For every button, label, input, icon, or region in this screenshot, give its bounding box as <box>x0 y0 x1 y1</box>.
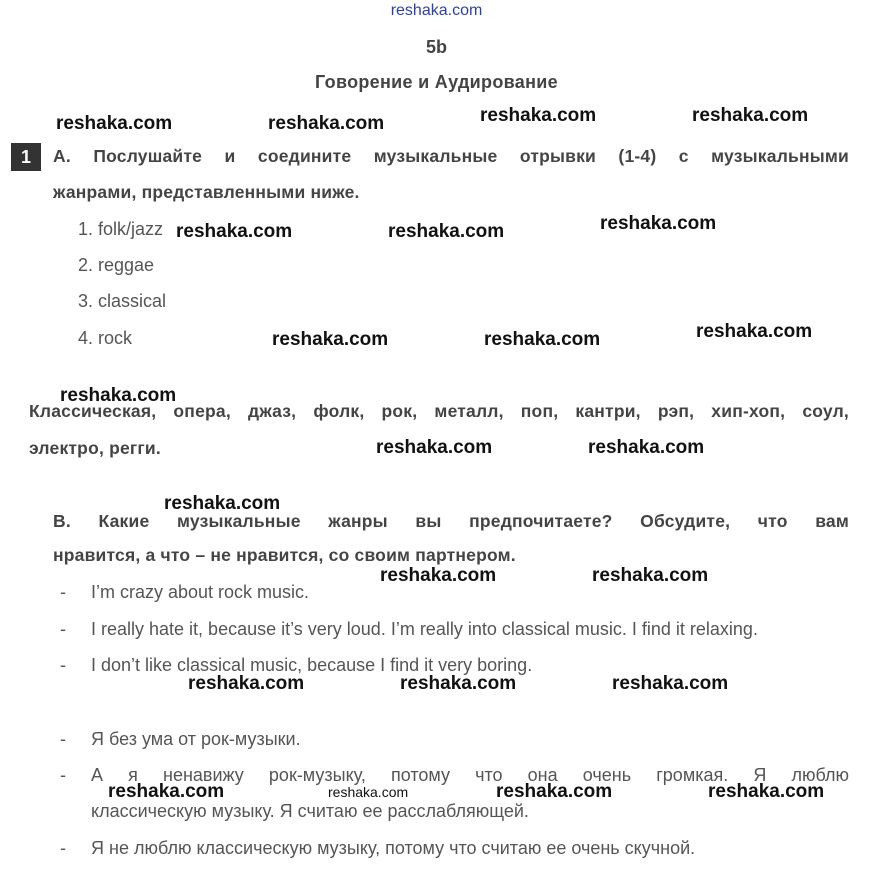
dialog-line-ru: классическую музыку. Я считаю ее расслабляющей. <box>91 801 529 821</box>
watermark: reshaka.com <box>400 673 517 694</box>
watermark: reshaka.com <box>692 105 809 126</box>
genres-line-2: электро, регги. <box>29 438 161 458</box>
dialog-dash: - <box>60 582 66 602</box>
watermark: reshaka.com <box>108 781 225 802</box>
dialog-line-ru: Я не люблю классическую музыку, потому что считаю ее очень скучной. <box>91 838 696 858</box>
watermark: reshaka.com <box>480 105 597 126</box>
watermark: reshaka.com <box>268 113 385 134</box>
dialog-line-ru: Я без ума от рок-музыки. <box>91 729 301 749</box>
watermark: reshaka.com <box>328 784 409 800</box>
task-a-line-1: A. Послушайте и соедините музыкальные отрывки (1-4) с музыкальными <box>53 146 849 166</box>
list-item: 2. reggae <box>78 255 155 275</box>
genres-line-1: Классическая, опера, джаз, фолк, рок, металл, поп, кантри, рэп, хип-хоп, соул, <box>29 401 849 421</box>
dialog-dash: - <box>60 655 66 675</box>
watermark: reshaka.com <box>496 781 613 802</box>
dialog-dash: - <box>60 765 66 785</box>
watermark: reshaka.com <box>696 321 813 342</box>
watermark: reshaka.com <box>188 673 305 694</box>
site-link[interactable]: reshaka.com <box>390 2 483 19</box>
watermark: reshaka.com <box>176 221 293 242</box>
exercise-number-badge: 1 <box>11 143 41 171</box>
watermark: reshaka.com <box>592 565 709 586</box>
task-a-line-2: жанрами, представленными ниже. <box>53 182 360 202</box>
watermark: reshaka.com <box>388 221 505 242</box>
watermark: reshaka.com <box>272 329 389 350</box>
dialog-dash: - <box>60 619 66 639</box>
watermark: reshaka.com <box>588 437 705 458</box>
unit-label: 5b <box>425 37 447 57</box>
watermark: reshaka.com <box>600 213 717 234</box>
watermark: reshaka.com <box>612 673 729 694</box>
list-item: 1. folk/jazz <box>78 219 164 239</box>
watermark: reshaka.com <box>164 493 281 514</box>
watermark: reshaka.com <box>380 565 497 586</box>
watermark: reshaka.com <box>484 329 601 350</box>
dialog-line-en: I don’t like classical music, because I find it very boring. <box>91 655 533 675</box>
section-title: Говорение и Аудирование <box>315 72 558 92</box>
dialog-dash: - <box>60 838 66 858</box>
watermark: reshaka.com <box>376 437 493 458</box>
task-b-line-1: B. Какие музыкальные жанры вы предпочитаете? Обсудите, что вам <box>53 511 849 531</box>
list-item: 3. classical <box>78 291 167 311</box>
dialog-line-ru: А я ненавижу рок-музыку, потому что она очень громкая. Я люблю <box>91 765 849 785</box>
dialog-line-en: I’m crazy about rock music. <box>91 582 310 602</box>
dialog-dash: - <box>60 729 66 749</box>
watermark: reshaka.com <box>60 385 177 406</box>
watermark: reshaka.com <box>56 113 173 134</box>
dialog-line-en: I really hate it, because it’s very loud. I’m really into classical music. I find it relaxing. <box>91 619 758 639</box>
watermark: reshaka.com <box>708 781 825 802</box>
list-item: 4. rock <box>78 328 133 348</box>
task-b-line-2: нравится, а что – не нравится, со своим партнером. <box>53 545 516 565</box>
